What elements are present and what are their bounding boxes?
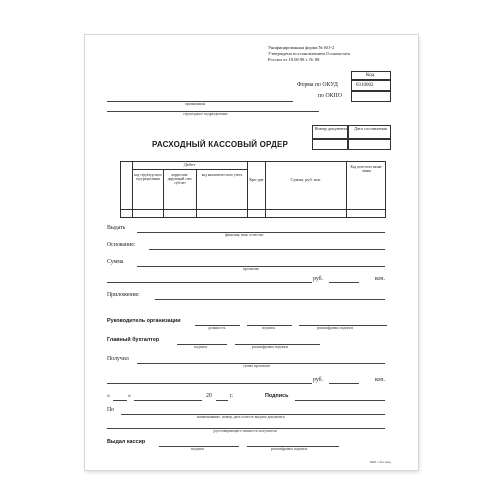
cash-order-form	[85, 35, 418, 470]
date-day-line[interactable]	[113, 400, 127, 401]
okpo-code-cell[interactable]	[351, 91, 391, 102]
document-title: РАСХОДНЫЙ КАССОВЫЙ ОРДЕР	[152, 140, 289, 149]
code-header-label: Код	[366, 72, 375, 78]
cashier-transcript-caption: расшифровка подписи	[271, 447, 308, 451]
col-division-code: код структур-ного под-разделения	[134, 173, 162, 182]
id-document-caption: наименование, номер, дата и место выдачи документа,	[197, 415, 286, 419]
received-kop-line[interactable]	[329, 383, 359, 384]
sum-line-2[interactable]	[107, 282, 312, 283]
chief-accountant-label: Главный бухгалтер	[107, 337, 160, 343]
col-target-code: Код целе-вого назна-чения	[350, 165, 383, 174]
sum-caption: прописью	[243, 267, 260, 271]
okud-label: Форма по ОКУД	[297, 82, 338, 88]
basis-line[interactable]	[149, 249, 385, 250]
sum-line[interactable]	[137, 266, 385, 267]
attachment-line[interactable]	[155, 299, 385, 300]
debit-header: Дебет	[183, 162, 196, 167]
col-sum: Сумма, руб. коп.	[290, 177, 322, 182]
date-year-line[interactable]	[216, 400, 228, 401]
okpo-label: по ОКПО	[318, 93, 342, 99]
date-open-quote: «	[107, 393, 110, 399]
cashier-label: Выдал кассир	[107, 439, 146, 445]
organization-caption: организация	[185, 102, 206, 106]
doc-date-header	[348, 125, 391, 139]
id-holder-caption: удостоверяющего личность получателя	[213, 429, 277, 433]
doc-number-label: Номер документа	[314, 126, 348, 131]
received-caption: сумма прописью	[243, 364, 271, 368]
head-signature-caption: подпись	[262, 326, 276, 330]
date-close-quote: »	[128, 393, 131, 399]
form-number-line: Унифицированная форма № КО-2	[268, 45, 335, 50]
recipient-sign-line[interactable]	[295, 400, 385, 401]
doc-number-field[interactable]	[312, 139, 348, 150]
approval-date-line: России от 18.08.98 г. № 88	[268, 57, 320, 62]
by-label: По	[107, 407, 115, 413]
recipient-sign-label: Подпись	[265, 393, 289, 399]
chief-signature-caption: подпись	[194, 345, 208, 349]
okud-code-value: 0310002	[356, 83, 374, 88]
okud-code-cell[interactable]	[351, 80, 391, 91]
col-analytic-code: код аналитичес-кого учета	[201, 173, 243, 177]
col-credit: Кре-дит	[249, 177, 264, 182]
chief-transcript-caption: расшифровка подписи	[252, 345, 289, 349]
head-transcript-caption: расшифровка подписи	[317, 326, 354, 330]
issue-caption: фамилия, имя, отчество	[225, 233, 264, 237]
rub-label: руб.	[313, 276, 324, 282]
code-header-cell	[351, 71, 391, 80]
received-rub-label: руб.	[313, 377, 324, 383]
kop-label: коп.	[375, 276, 385, 282]
table-data-row[interactable]	[120, 209, 386, 218]
footer-code: ККБ с обл. инд.	[370, 460, 392, 464]
received-kop-label: коп.	[375, 377, 385, 383]
division-caption: структурное подразделение	[183, 112, 228, 116]
doc-date-field[interactable]	[348, 139, 391, 150]
received-line-2[interactable]	[107, 383, 312, 384]
attachment-label: Приложение:	[107, 292, 140, 298]
head-org-label: Руководитель организации	[107, 318, 181, 324]
sum-label: Сумма	[107, 259, 124, 265]
date-year-suffix: г.	[230, 393, 234, 399]
received-label: Получил	[107, 356, 129, 362]
head-position-caption: должность	[208, 326, 226, 330]
basis-label: Основание:	[107, 242, 136, 248]
kop-line[interactable]	[329, 282, 359, 283]
date-year-prefix: 20	[206, 393, 212, 399]
issue-label: Выдать	[107, 225, 126, 231]
col-corr-account: корреспон-дирующий счет, субсчет	[167, 173, 193, 186]
approval-line: Утверждена постановлением Госкомстата	[268, 51, 351, 56]
doc-number-header	[312, 125, 348, 139]
doc-date-label: Дата составления	[354, 126, 387, 131]
date-month-line[interactable]	[134, 400, 202, 401]
cashier-signature-caption: подпись	[191, 447, 205, 451]
debit-divider	[132, 169, 247, 170]
